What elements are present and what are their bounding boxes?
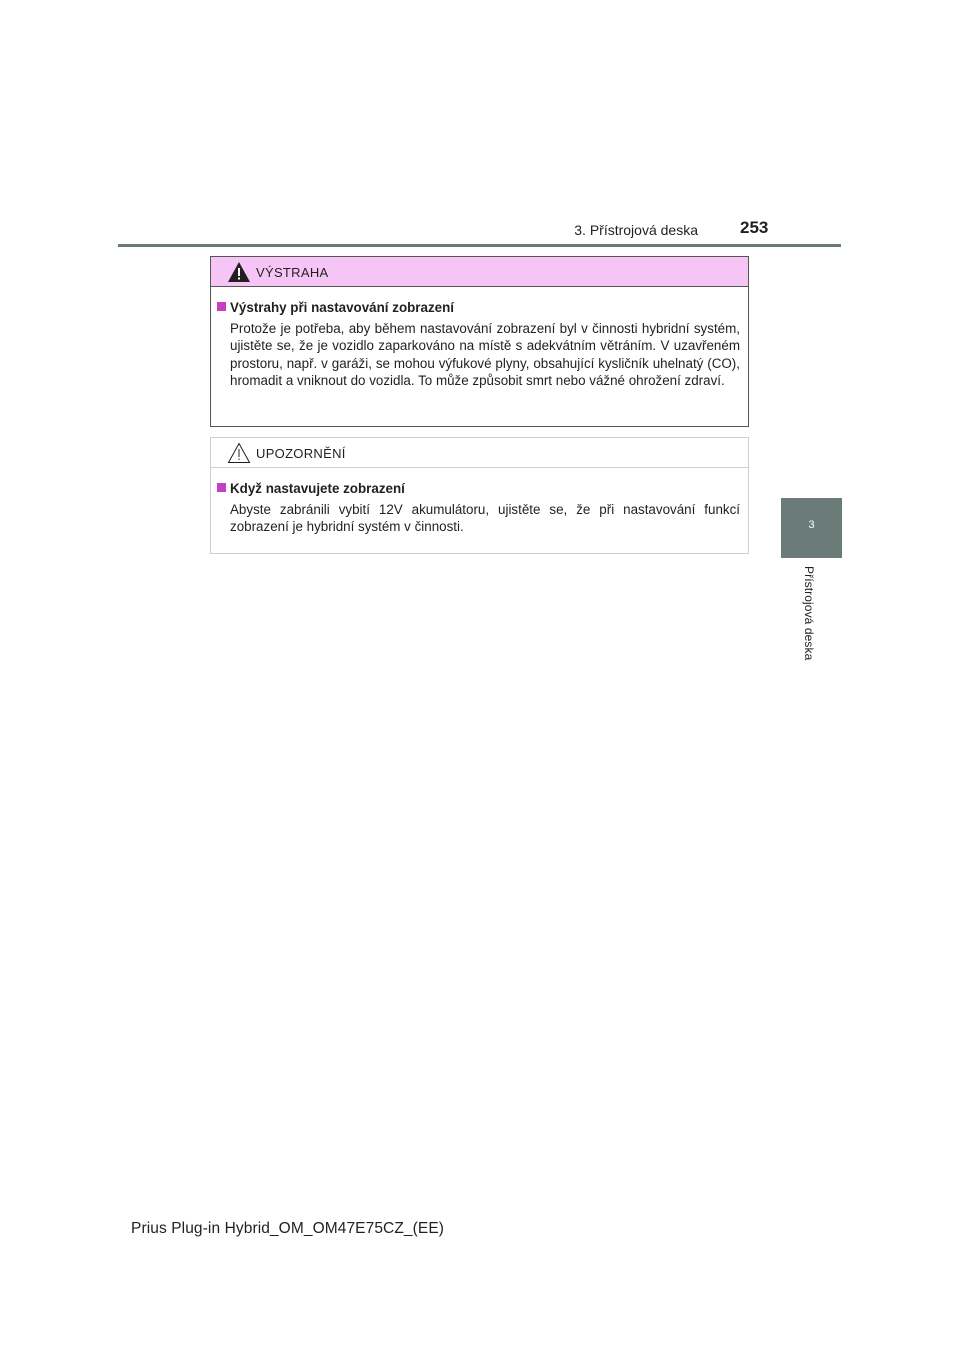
caution-box	[210, 437, 749, 554]
document-id: Prius Plug-in Hybrid_OM_OM47E75CZ_(EE)	[131, 1220, 445, 1237]
bullet-square-icon	[217, 483, 226, 492]
caution-box-header	[211, 438, 748, 468]
warning-item-heading	[217, 299, 740, 316]
section-title: 3. Přístrojová deska	[574, 222, 698, 238]
warning-item-text: Protože je potřeba, aby během nastavování zobrazení byl v činnosti hybridní systém, ujistěte se, že je vozidlo zaparkováno na místě s adekvátním větráním. V uzavřeném prostoru, např. v garáži, se mohou výfukové plyny, obsahující kysličník uhelnatý (CO), hromadit a vniknout do vozidla. To může způsobit smrt nebo vážné ohrožení zdraví.	[230, 321, 740, 389]
chapter-tab-number: 3	[808, 519, 815, 531]
warning-item-title: Výstrahy při nastavování zobrazení	[230, 300, 454, 315]
page-number: 253	[740, 218, 769, 237]
caution-label: UPOZORNĚNÍ	[256, 446, 346, 461]
chapter-side-label	[802, 566, 822, 686]
caution-triangle-icon	[227, 441, 251, 465]
warning-box-body	[211, 287, 748, 390]
chapter-tab	[781, 498, 842, 558]
chapter-side-label-text: Přístrojová deska	[802, 566, 816, 661]
caution-item-text: Abyste zabránili vybití 12V akumulátoru, ujistěte se, že při nastavování funkcí zobrazení je hybridní systém v činnosti.	[230, 502, 740, 535]
caution-item-heading	[217, 480, 740, 497]
page-header	[0, 0, 960, 250]
bullet-square-icon	[217, 302, 226, 311]
warning-triangle-icon	[227, 260, 251, 284]
header-rule	[118, 244, 841, 247]
warning-box-header	[211, 257, 748, 287]
warning-label: VÝSTRAHA	[256, 265, 329, 280]
warning-box	[210, 256, 749, 427]
caution-item-title: Když nastavujete zobrazení	[230, 481, 405, 496]
caution-box-body	[211, 468, 748, 536]
